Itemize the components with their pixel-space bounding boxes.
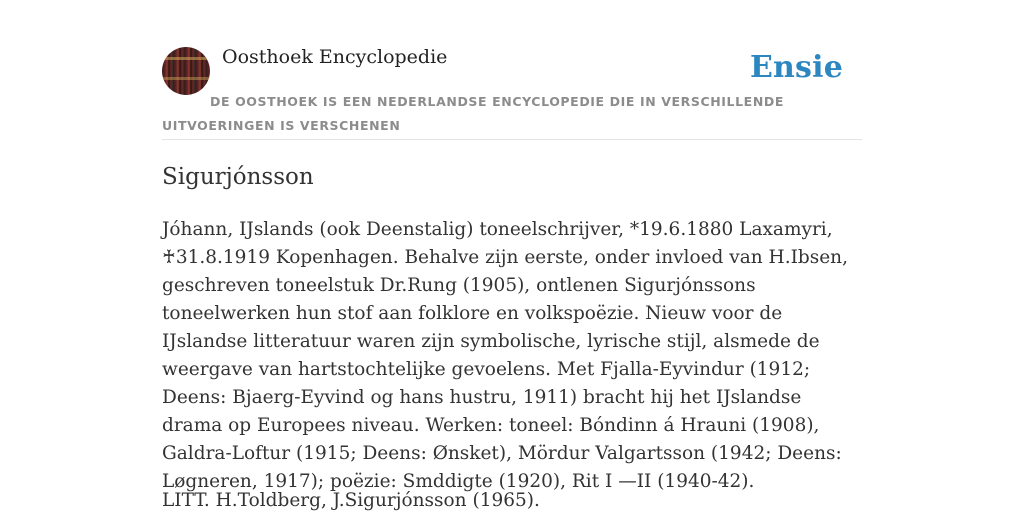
site-name[interactable]: Oosthoek Encyclopedie bbox=[222, 46, 448, 68]
site-header bbox=[162, 0, 862, 140]
entry-literature: LITT. H.Toldberg, J.Sigurjónsson (1965). bbox=[162, 490, 540, 511]
ensie-logo[interactable]: Ensie bbox=[749, 50, 843, 85]
book-spines-avatar[interactable] bbox=[162, 47, 210, 95]
entry-body: Jóhann, IJslands (ook Deenstalig) toneelschrijver, *19.6.1880 Laxamyri, ♰31.8.1919 Kopenhagen. Behalve zijn eerste, onder invloed van H.Ibsen, geschreven toneelstuk Dr.Rung (1905), ontlenen Sigurjónssons toneelwerken hun stof aan folklore en volkspoëzie. Nieuw voor de IJslandse litteratuur waren zijn symbolische, lyrische stijl, alsmede de weergave van hartstochtelijke gevoelens. Met Fjalla-Eyvindur (1912; Deens: Bjaerg-Eyvind og hans hustru, 1911) bracht hij het IJslandse drama op Europees niveau. Werken: toneel: Bóndinn á Hrauni (1908), Galdra-Loftur (1915; Deens: Ønsket), Mördur Valgartsson (1942; Deens: Løgneren, 1917); poëzie: Smddigte (1920), Rit I —II (1940-42). bbox=[162, 219, 848, 492]
site-tagline: DE OOSTHOEK IS EEN NEDERLANDSE ENCYCLOPEDIE DIE IN VERSCHILLENDE UITVOERINGEN IS VERSCHENEN bbox=[162, 94, 784, 133]
entry-title: Sigurjónsson bbox=[162, 164, 314, 190]
